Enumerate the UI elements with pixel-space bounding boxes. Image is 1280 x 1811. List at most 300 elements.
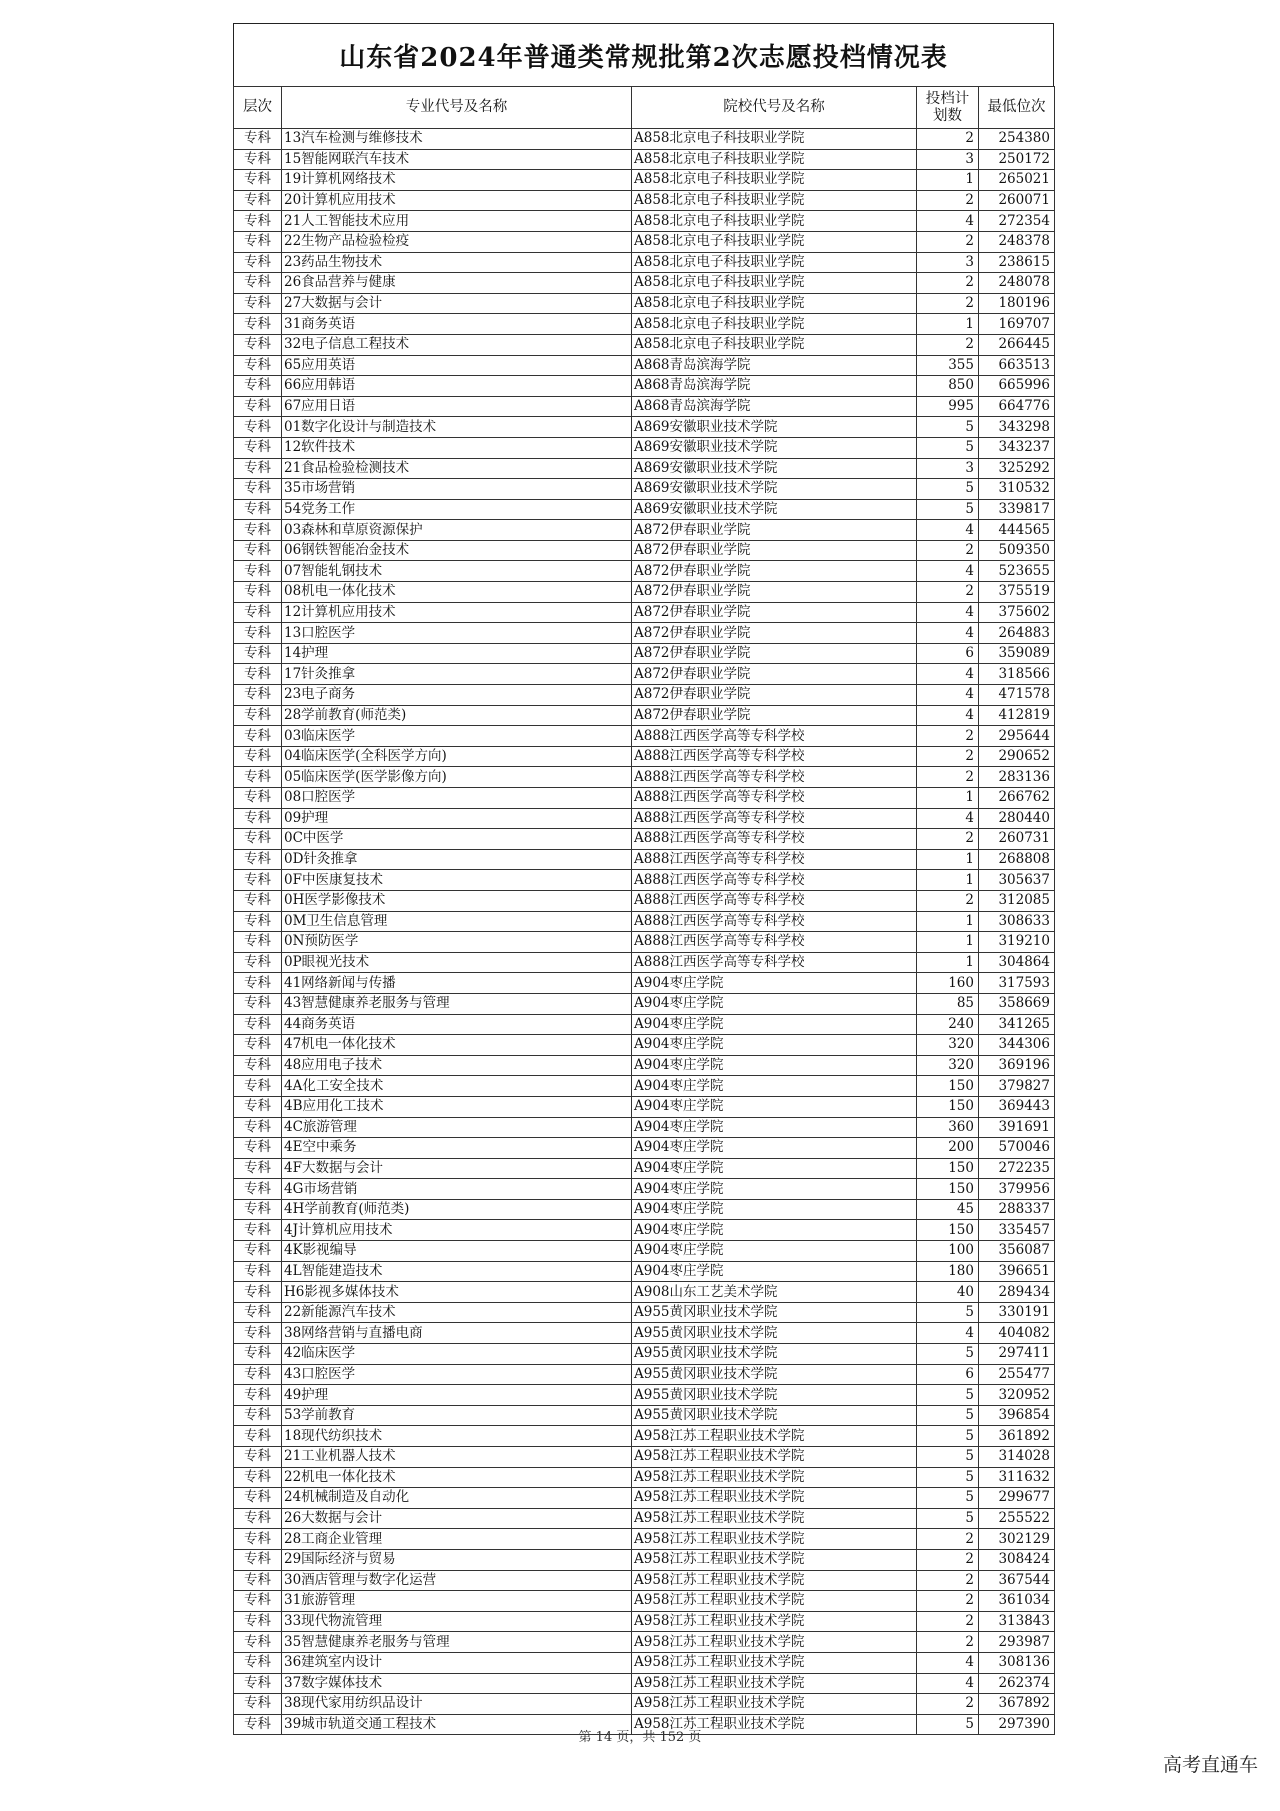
cell-major: 0D针灸推拿 <box>282 849 632 870</box>
cell-level: 专科 <box>234 1714 282 1735</box>
cell-level: 专科 <box>234 334 282 355</box>
cell-major: 0F中医康复技术 <box>282 870 632 891</box>
cell-plan: 4 <box>917 602 979 623</box>
cell-level: 专科 <box>234 973 282 994</box>
cell-school: A958江苏工程职业技术学院 <box>632 1611 917 1632</box>
cell-school: A888江西医学高等专科学校 <box>632 767 917 788</box>
cell-level: 专科 <box>234 1405 282 1426</box>
cell-major: 4A化工安全技术 <box>282 1076 632 1097</box>
cell-major: 23药品生物技术 <box>282 252 632 273</box>
table-row <box>234 149 1055 170</box>
cell-major: H6影视多媒体技术 <box>282 1282 632 1303</box>
cell-level: 专科 <box>234 1261 282 1282</box>
cell-level: 专科 <box>234 1385 282 1406</box>
header-school: 院校代号及名称 <box>632 87 917 129</box>
cell-min-rank: 570046 <box>979 1138 1055 1159</box>
cell-level: 专科 <box>234 993 282 1014</box>
cell-school: A888江西医学高等专科学校 <box>632 911 917 932</box>
table-row <box>234 376 1055 397</box>
cell-level: 专科 <box>234 1055 282 1076</box>
table-row <box>234 1096 1055 1117</box>
cell-school: A955黄冈职业技术学院 <box>632 1302 917 1323</box>
cell-min-rank: 665996 <box>979 376 1055 397</box>
cell-plan: 5 <box>917 1385 979 1406</box>
cell-major: 39城市轨道交通工程技术 <box>282 1714 632 1735</box>
cell-major: 27大数据与会计 <box>282 293 632 314</box>
table-row <box>234 211 1055 232</box>
cell-level: 专科 <box>234 1035 282 1056</box>
table-row <box>234 520 1055 541</box>
table-row <box>234 1344 1055 1365</box>
table-row <box>234 664 1055 685</box>
cell-major: 35市场营销 <box>282 479 632 500</box>
cell-min-rank: 250172 <box>979 149 1055 170</box>
cell-major: 44商务英语 <box>282 1014 632 1035</box>
cell-major: 54党务工作 <box>282 499 632 520</box>
table-row <box>234 788 1055 809</box>
cell-major: 32电子信息工程技术 <box>282 334 632 355</box>
cell-plan: 5 <box>917 1405 979 1426</box>
cell-school: A858北京电子科技职业学院 <box>632 334 917 355</box>
cell-major: 28学前教育(师范类) <box>282 705 632 726</box>
cell-school: A858北京电子科技职业学院 <box>632 252 917 273</box>
cell-school: A872伊春职业学院 <box>632 705 917 726</box>
cell-school: A958江苏工程职业技术学院 <box>632 1467 917 1488</box>
cell-level: 专科 <box>234 1611 282 1632</box>
cell-major: 4E空中乘务 <box>282 1138 632 1159</box>
cell-level: 专科 <box>234 231 282 252</box>
cell-level: 专科 <box>234 355 282 376</box>
table-row <box>234 849 1055 870</box>
cell-school: A958江苏工程职业技术学院 <box>632 1426 917 1447</box>
cell-min-rank: 356087 <box>979 1241 1055 1262</box>
cell-plan: 1 <box>917 870 979 891</box>
cell-major: 66应用韩语 <box>282 376 632 397</box>
cell-level: 专科 <box>234 1488 282 1509</box>
cell-major: 48应用电子技术 <box>282 1055 632 1076</box>
cell-min-rank: 248078 <box>979 273 1055 294</box>
table-row <box>234 334 1055 355</box>
cell-school: A869安徽职业技术学院 <box>632 479 917 500</box>
cell-school: A958江苏工程职业技术学院 <box>632 1591 917 1612</box>
table-row <box>234 1261 1055 1282</box>
cell-major: 29国际经济与贸易 <box>282 1549 632 1570</box>
cell-min-rank: 367544 <box>979 1570 1055 1591</box>
cell-min-rank: 444565 <box>979 520 1055 541</box>
cell-min-rank: 295644 <box>979 726 1055 747</box>
cell-plan: 4 <box>917 1323 979 1344</box>
cell-min-rank: 289434 <box>979 1282 1055 1303</box>
cell-school: A872伊春职业学院 <box>632 664 917 685</box>
cell-major: 19计算机网络技术 <box>282 170 632 191</box>
table-row <box>234 1117 1055 1138</box>
cell-level: 专科 <box>234 1467 282 1488</box>
cell-major: 53学前教育 <box>282 1405 632 1426</box>
cell-min-rank: 260731 <box>979 829 1055 850</box>
cell-school: A904枣庄学院 <box>632 973 917 994</box>
cell-plan: 850 <box>917 376 979 397</box>
cell-school: A955黄冈职业技术学院 <box>632 1405 917 1426</box>
cell-school: A888江西医学高等专科学校 <box>632 829 917 850</box>
cell-major: 38现代家用纺织品设计 <box>282 1694 632 1715</box>
cell-plan: 2 <box>917 1591 979 1612</box>
cell-level: 专科 <box>234 767 282 788</box>
table-row <box>234 561 1055 582</box>
cell-level: 专科 <box>234 1014 282 1035</box>
cell-major: 20计算机应用技术 <box>282 190 632 211</box>
cell-major: 12计算机应用技术 <box>282 602 632 623</box>
cell-school: A858北京电子科技职业学院 <box>632 129 917 150</box>
cell-min-rank: 308633 <box>979 911 1055 932</box>
cell-major: 21食品检验检测技术 <box>282 458 632 479</box>
cell-plan: 2 <box>917 273 979 294</box>
cell-major: 35智慧健康养老服务与管理 <box>282 1632 632 1653</box>
table-row <box>234 685 1055 706</box>
table-row <box>234 1014 1055 1035</box>
cell-min-rank: 313843 <box>979 1611 1055 1632</box>
cell-level: 专科 <box>234 540 282 561</box>
cell-min-rank: 254380 <box>979 129 1055 150</box>
table-row <box>234 746 1055 767</box>
cell-min-rank: 379827 <box>979 1076 1055 1097</box>
table-row <box>234 1179 1055 1200</box>
cell-major: 49护理 <box>282 1385 632 1406</box>
cell-plan: 1 <box>917 911 979 932</box>
cell-school: A955黄冈职业技术学院 <box>632 1344 917 1365</box>
cell-plan: 180 <box>917 1261 979 1282</box>
cell-school: A955黄冈职业技术学院 <box>632 1385 917 1406</box>
cell-major: 21人工智能技术应用 <box>282 211 632 232</box>
cell-plan: 1 <box>917 849 979 870</box>
cell-school: A904枣庄学院 <box>632 1055 917 1076</box>
cell-school: A958江苏工程职业技术学院 <box>632 1694 917 1715</box>
table-row <box>234 437 1055 458</box>
cell-school: A872伊春职业学院 <box>632 623 917 644</box>
cell-major: 04临床医学(全科医学方向) <box>282 746 632 767</box>
cell-min-rank: 341265 <box>979 1014 1055 1035</box>
cell-level: 专科 <box>234 870 282 891</box>
cell-plan: 4 <box>917 705 979 726</box>
cell-min-rank: 308424 <box>979 1549 1055 1570</box>
cell-plan: 2 <box>917 1694 979 1715</box>
cell-plan: 1 <box>917 952 979 973</box>
cell-plan: 160 <box>917 973 979 994</box>
cell-min-rank: 318566 <box>979 664 1055 685</box>
cell-school: A868青岛滨海学院 <box>632 355 917 376</box>
cell-min-rank: 335457 <box>979 1220 1055 1241</box>
cell-min-rank: 288337 <box>979 1199 1055 1220</box>
cell-plan: 5 <box>917 1426 979 1447</box>
cell-level: 专科 <box>234 1549 282 1570</box>
cell-school: A858北京电子科技职业学院 <box>632 190 917 211</box>
cell-min-rank: 311632 <box>979 1467 1055 1488</box>
cell-school: A904枣庄学院 <box>632 1035 917 1056</box>
table-row <box>234 417 1055 438</box>
cell-min-rank: 319210 <box>979 932 1055 953</box>
cell-plan: 2 <box>917 767 979 788</box>
cell-school: A888江西医学高等专科学校 <box>632 746 917 767</box>
cell-plan: 5 <box>917 437 979 458</box>
table-row <box>234 1035 1055 1056</box>
cell-level: 专科 <box>234 1158 282 1179</box>
table-row <box>234 705 1055 726</box>
header-level: 层次 <box>234 87 282 129</box>
cell-level: 专科 <box>234 1447 282 1468</box>
cell-plan: 40 <box>917 1282 979 1303</box>
cell-level: 专科 <box>234 1117 282 1138</box>
table-row <box>234 1632 1055 1653</box>
cell-min-rank: 290652 <box>979 746 1055 767</box>
cell-plan: 4 <box>917 520 979 541</box>
cell-min-rank: 369196 <box>979 1055 1055 1076</box>
cell-school: A872伊春职业学院 <box>632 582 917 603</box>
cell-major: 17针灸推拿 <box>282 664 632 685</box>
cell-school: A858北京电子科技职业学院 <box>632 273 917 294</box>
cell-major: 43智慧健康养老服务与管理 <box>282 993 632 1014</box>
cell-min-rank: 396854 <box>979 1405 1055 1426</box>
table-row <box>234 1323 1055 1344</box>
cell-major: 4J计算机应用技术 <box>282 1220 632 1241</box>
cell-major: 0H医学影像技术 <box>282 890 632 911</box>
table-row <box>234 952 1055 973</box>
cell-plan: 5 <box>917 1488 979 1509</box>
cell-plan: 150 <box>917 1096 979 1117</box>
cell-min-rank: 280440 <box>979 808 1055 829</box>
cell-level: 专科 <box>234 314 282 335</box>
cell-school: A904枣庄学院 <box>632 1158 917 1179</box>
cell-major: 31商务英语 <box>282 314 632 335</box>
header-plan-line-1: 投档计 <box>925 90 970 107</box>
cell-school: A888江西医学高等专科学校 <box>632 849 917 870</box>
cell-major: 03临床医学 <box>282 726 632 747</box>
cell-min-rank: 375519 <box>979 582 1055 603</box>
header-min-rank: 最低位次 <box>979 87 1055 129</box>
table-row <box>234 396 1055 417</box>
cell-school: A872伊春职业学院 <box>632 685 917 706</box>
cell-major: 0N预防医学 <box>282 932 632 953</box>
cell-major: 4L智能建造技术 <box>282 1261 632 1282</box>
cell-school: A888江西医学高等专科学校 <box>632 808 917 829</box>
cell-major: 12软件技术 <box>282 437 632 458</box>
cell-level: 专科 <box>234 499 282 520</box>
cell-school: A904枣庄学院 <box>632 1199 917 1220</box>
cell-min-rank: 375602 <box>979 602 1055 623</box>
cell-min-rank: 343298 <box>979 417 1055 438</box>
table-row <box>234 479 1055 500</box>
cell-level: 专科 <box>234 1673 282 1694</box>
cell-level: 专科 <box>234 582 282 603</box>
cell-level: 专科 <box>234 520 282 541</box>
table-row <box>234 911 1055 932</box>
cell-plan: 3 <box>917 149 979 170</box>
cell-min-rank: 266445 <box>979 334 1055 355</box>
table-row <box>234 890 1055 911</box>
cell-major: 24机械制造及自动化 <box>282 1488 632 1509</box>
table-row <box>234 540 1055 561</box>
cell-level: 专科 <box>234 417 282 438</box>
cell-min-rank: 264883 <box>979 623 1055 644</box>
cell-school: A904枣庄学院 <box>632 993 917 1014</box>
cell-major: 4K影视编导 <box>282 1241 632 1262</box>
table-row <box>234 1158 1055 1179</box>
cell-major: 09护理 <box>282 808 632 829</box>
cell-school: A958江苏工程职业技术学院 <box>632 1652 917 1673</box>
cell-level: 专科 <box>234 932 282 953</box>
admission-table <box>233 86 1055 1735</box>
cell-level: 专科 <box>234 273 282 294</box>
cell-plan: 150 <box>917 1220 979 1241</box>
header-plan-line-2: 划数 <box>933 107 962 124</box>
cell-school: A904枣庄学院 <box>632 1014 917 1035</box>
cell-school: A872伊春职业学院 <box>632 602 917 623</box>
cell-major: 22机电一体化技术 <box>282 1467 632 1488</box>
table-row <box>234 870 1055 891</box>
cell-plan: 2 <box>917 1529 979 1550</box>
cell-min-rank: 297411 <box>979 1344 1055 1365</box>
cell-min-rank: 297390 <box>979 1714 1055 1735</box>
cell-plan: 2 <box>917 1549 979 1570</box>
cell-major: 28工商企业管理 <box>282 1529 632 1550</box>
cell-level: 专科 <box>234 437 282 458</box>
cell-plan: 5 <box>917 499 979 520</box>
cell-major: 0C中医学 <box>282 829 632 850</box>
cell-min-rank: 330191 <box>979 1302 1055 1323</box>
cell-level: 专科 <box>234 808 282 829</box>
cell-level: 专科 <box>234 788 282 809</box>
page-footer: 第 14 页，共 152 页 <box>578 1730 702 1745</box>
cell-min-rank: 302129 <box>979 1529 1055 1550</box>
cell-plan: 1 <box>917 788 979 809</box>
cell-school: A888江西医学高等专科学校 <box>632 726 917 747</box>
cell-plan: 5 <box>917 1302 979 1323</box>
cell-min-rank: 361034 <box>979 1591 1055 1612</box>
cell-min-rank: 361892 <box>979 1426 1055 1447</box>
cell-level: 专科 <box>234 726 282 747</box>
cell-plan: 5 <box>917 1344 979 1365</box>
cell-plan: 1 <box>917 932 979 953</box>
cell-plan: 4 <box>917 1673 979 1694</box>
cell-min-rank: 238615 <box>979 252 1055 273</box>
cell-min-rank: 260071 <box>979 190 1055 211</box>
table-row <box>234 314 1055 335</box>
cell-major: 05临床医学(医学影像方向) <box>282 767 632 788</box>
cell-school: A888江西医学高等专科学校 <box>632 870 917 891</box>
cell-level: 专科 <box>234 190 282 211</box>
cell-school: A958江苏工程职业技术学院 <box>632 1447 917 1468</box>
cell-plan: 2 <box>917 582 979 603</box>
cell-level: 专科 <box>234 1138 282 1159</box>
table-row <box>234 1364 1055 1385</box>
cell-level: 专科 <box>234 829 282 850</box>
cell-school: A958江苏工程职业技术学院 <box>632 1529 917 1550</box>
table-row <box>234 1447 1055 1468</box>
cell-plan: 150 <box>917 1076 979 1097</box>
cell-min-rank: 266762 <box>979 788 1055 809</box>
table-row <box>234 231 1055 252</box>
cell-school: A904枣庄学院 <box>632 1076 917 1097</box>
cell-plan: 5 <box>917 1508 979 1529</box>
cell-plan: 320 <box>917 1035 979 1056</box>
cell-min-rank: 169707 <box>979 314 1055 335</box>
cell-school: A904枣庄学院 <box>632 1138 917 1159</box>
cell-level: 专科 <box>234 1344 282 1365</box>
cell-school: A958江苏工程职业技术学院 <box>632 1714 917 1735</box>
cell-level: 专科 <box>234 1096 282 1117</box>
table-row <box>234 1529 1055 1550</box>
cell-level: 专科 <box>234 890 282 911</box>
cell-min-rank: 272354 <box>979 211 1055 232</box>
cell-level: 专科 <box>234 252 282 273</box>
cell-major: 26大数据与会计 <box>282 1508 632 1529</box>
cell-min-rank: 663513 <box>979 355 1055 376</box>
cell-major: 41网络新闻与传播 <box>282 973 632 994</box>
cell-min-rank: 255477 <box>979 1364 1055 1385</box>
cell-plan: 360 <box>917 1117 979 1138</box>
cell-min-rank: 391691 <box>979 1117 1055 1138</box>
cell-min-rank: 317593 <box>979 973 1055 994</box>
cell-level: 专科 <box>234 664 282 685</box>
table-header-row <box>234 87 1055 129</box>
cell-plan: 5 <box>917 417 979 438</box>
table-row <box>234 1385 1055 1406</box>
cell-school: A872伊春职业学院 <box>632 520 917 541</box>
table-row <box>234 726 1055 747</box>
table-row <box>234 1138 1055 1159</box>
cell-plan: 355 <box>917 355 979 376</box>
cell-plan: 45 <box>917 1199 979 1220</box>
cell-major: 01数字化设计与制造技术 <box>282 417 632 438</box>
cell-major: 22新能源汽车技术 <box>282 1302 632 1323</box>
cell-plan: 2 <box>917 726 979 747</box>
cell-level: 专科 <box>234 1529 282 1550</box>
cell-level: 专科 <box>234 149 282 170</box>
table-row <box>234 1302 1055 1323</box>
cell-school: A955黄冈职业技术学院 <box>632 1323 917 1344</box>
table-row <box>234 932 1055 953</box>
cell-level: 专科 <box>234 1591 282 1612</box>
cell-school: A869安徽职业技术学院 <box>632 417 917 438</box>
cell-level: 专科 <box>234 1323 282 1344</box>
cell-min-rank: 312085 <box>979 890 1055 911</box>
cell-plan: 100 <box>917 1241 979 1262</box>
cell-plan: 4 <box>917 1652 979 1673</box>
cell-school: A904枣庄学院 <box>632 1179 917 1200</box>
cell-school: A869安徽职业技术学院 <box>632 499 917 520</box>
cell-major: 13汽车检测与维修技术 <box>282 129 632 150</box>
table-row <box>234 1570 1055 1591</box>
cell-level: 专科 <box>234 458 282 479</box>
cell-school: A868青岛滨海学院 <box>632 396 917 417</box>
cell-min-rank: 314028 <box>979 1447 1055 1468</box>
cell-plan: 1 <box>917 314 979 335</box>
cell-plan: 5 <box>917 479 979 500</box>
cell-major: 15智能网联汽车技术 <box>282 149 632 170</box>
cell-level: 专科 <box>234 1426 282 1447</box>
table-row <box>234 643 1055 664</box>
watermark-logo: 高考直通车 <box>1162 1754 1258 1776</box>
cell-level: 专科 <box>234 1570 282 1591</box>
cell-plan: 6 <box>917 643 979 664</box>
cell-min-rank: 180196 <box>979 293 1055 314</box>
cell-major: 43口腔医学 <box>282 1364 632 1385</box>
cell-plan: 2 <box>917 293 979 314</box>
table-row <box>234 1241 1055 1262</box>
table-row <box>234 1673 1055 1694</box>
cell-level: 专科 <box>234 561 282 582</box>
cell-school: A888江西医学高等专科学校 <box>632 952 917 973</box>
cell-school: A858北京电子科技职业学院 <box>632 231 917 252</box>
cell-school: A904枣庄学院 <box>632 1096 917 1117</box>
